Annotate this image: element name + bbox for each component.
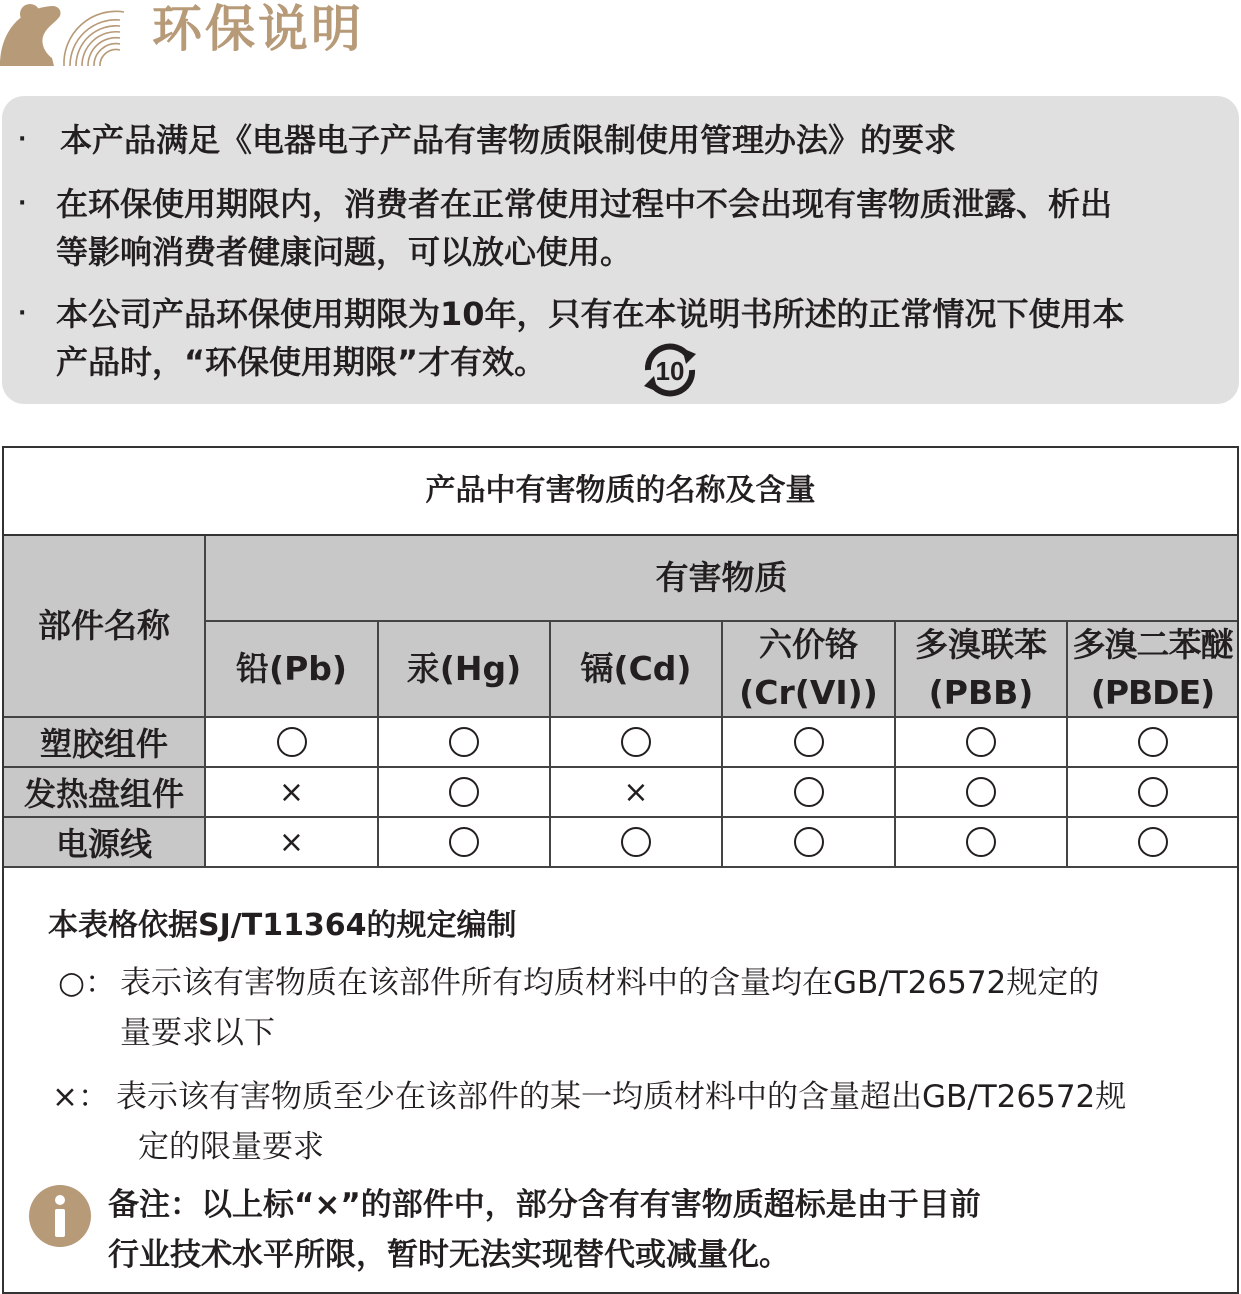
row-label-plastic — [4, 718, 206, 768]
column-header-hg-text: 汞(Hg) — [406, 649, 522, 688]
table-cell — [551, 718, 723, 768]
remark-text — [108, 1180, 981, 1280]
table-cell — [723, 718, 896, 768]
circle-mark — [1138, 777, 1168, 807]
circle-mark — [794, 827, 824, 857]
circle-legend-line2: 量要求以下 — [120, 1015, 275, 1051]
badge-number: 10 — [655, 356, 685, 386]
table-cell — [1068, 718, 1237, 768]
cross-legend-symbol: ×： — [52, 1079, 109, 1115]
column-header-pb-text: 铅(Pb) — [236, 649, 347, 688]
column-header-crvi-line1: 六价铬 — [758, 625, 858, 664]
table-title: 产品中有害物质的名称及含量 — [4, 448, 1237, 536]
row-label-plastic-text: 塑胶组件 — [39, 725, 168, 763]
row-label-heating-plate — [4, 768, 206, 818]
table-cell — [896, 818, 1068, 868]
table-cell — [206, 718, 379, 768]
column-header-cd-text: 镉(Cd) — [580, 649, 692, 688]
hazard-substances-header-text: 有害物质 — [655, 558, 788, 597]
cross-mark: × — [278, 824, 305, 860]
table-cell — [379, 818, 551, 868]
table-cell — [896, 768, 1068, 818]
column-header-pbb-line2: (PBB) — [928, 673, 1034, 712]
row-label-heating-plate-text: 发热盘组件 — [23, 775, 184, 813]
table-cell — [206, 818, 379, 868]
notice-item-3-line1: 本公司产品环保使用期限为10年，只有在本说明书所述的正常情况下使用本 — [56, 295, 1125, 333]
circle-mark — [449, 727, 479, 757]
page-header — [0, 0, 1241, 80]
table-cell — [551, 768, 723, 818]
circle-mark — [966, 777, 996, 807]
column-header-cd — [551, 622, 723, 718]
circle-mark — [966, 827, 996, 857]
column-header-pbde — [1068, 622, 1237, 718]
circle-legend-symbol: ○： — [58, 965, 117, 1001]
notice-item-3-line2: 产品时，“环保使用期限”才有效。 — [56, 343, 547, 381]
row-label-power-cord — [4, 818, 206, 868]
column-header-crvi-line2: (Cr(VI)) — [739, 673, 878, 712]
brand-logo-icon — [0, 0, 130, 70]
page-title: 环保说明 — [152, 0, 364, 58]
cross-legend-line1: 表示该有害物质至少在该部件的某一均质材料中的含量超出GB/T26572规 — [116, 1079, 1127, 1115]
table-grid — [4, 536, 1237, 868]
row-label-power-cord-text: 电源线 — [55, 825, 152, 863]
column-header-pbde-line2: (PBDE) — [1090, 673, 1215, 712]
info-icon — [28, 1184, 92, 1248]
column-header-hg — [379, 622, 551, 718]
table-notes — [4, 868, 1237, 1292]
circle-mark — [277, 727, 307, 757]
standard-basis-text: 本表格依据SJ/T11364的规定编制 — [48, 908, 517, 943]
cross-mark: × — [623, 774, 649, 810]
circle-mark — [621, 727, 651, 757]
bullet-dot: · — [18, 191, 27, 216]
bullet-dot: · — [18, 301, 27, 326]
circle-mark — [794, 727, 824, 757]
circle-legend-line1: 表示该有害物质在该部件所有均质材料中的含量均在GB/T26572规定的 — [120, 965, 1100, 1001]
notice-item-2-line2: 等影响消费者健康问题，可以放心使用。 — [56, 233, 633, 271]
hazard-table — [2, 446, 1239, 1294]
remark-line2: 行业技术水平所限，暂时无法实现替代或减量化。 — [108, 1237, 790, 1273]
table-cell — [379, 768, 551, 818]
cross-legend-line2: 定的限量要求 — [138, 1129, 324, 1165]
circle-mark — [449, 827, 479, 857]
notice-item-2-line1: 在环保使用期限内，消费者在正常使用过程中不会出现有害物质泄露、析出 — [56, 185, 1113, 223]
circle-mark — [1138, 727, 1168, 757]
table-cell — [1068, 768, 1237, 818]
column-header-pbb — [896, 622, 1068, 718]
table-cell — [896, 718, 1068, 768]
column-header-pbde-line1: 多溴二苯醚 — [1072, 625, 1233, 664]
hazard-substances-header — [206, 536, 1237, 622]
column-header-pb — [206, 622, 379, 718]
eco-period-badge-icon — [638, 342, 702, 398]
part-name-header — [4, 536, 206, 718]
table-cell — [379, 718, 551, 768]
circle-mark — [794, 777, 824, 807]
table-cell — [723, 818, 896, 868]
circle-mark — [449, 777, 479, 807]
circle-mark — [1138, 827, 1168, 857]
notice-item-1-text: 本产品满足《电器电子产品有害物质限制使用管理办法》的要求 — [60, 121, 957, 159]
table-cell — [723, 768, 896, 818]
column-header-crvi — [723, 622, 896, 718]
circle-mark — [621, 827, 651, 857]
part-name-header-text: 部件名称 — [38, 606, 170, 645]
table-cell — [206, 768, 379, 818]
table-cell — [551, 818, 723, 868]
circle-mark — [966, 727, 996, 757]
column-header-pbb-line1: 多溴联苯 — [915, 625, 1047, 664]
bullet-dot: · — [18, 127, 27, 152]
table-cell — [1068, 818, 1237, 868]
remark-line1: 备注：以上标“×”的部件中，部分含有有害物质超标是由于目前 — [108, 1187, 981, 1223]
cross-mark: × — [278, 774, 305, 810]
